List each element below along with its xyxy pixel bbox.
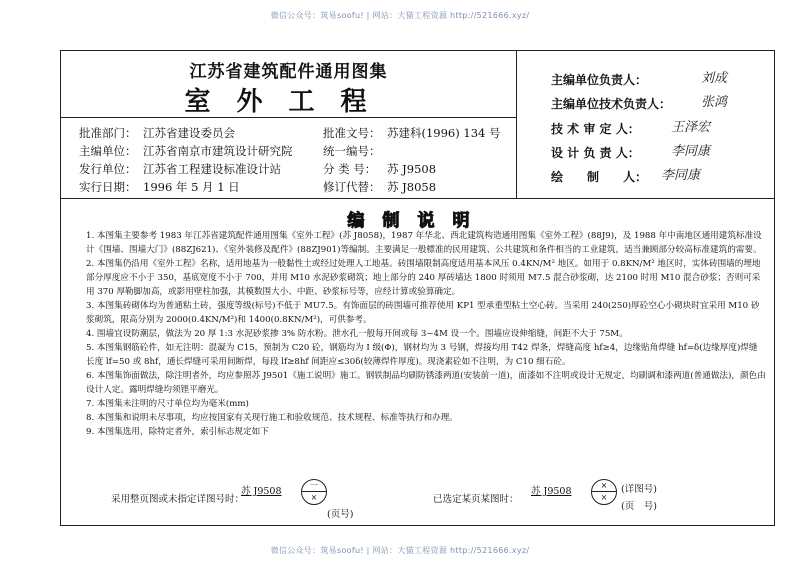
index-left-label: 采用整页图或未指定详图号时： [111, 494, 245, 505]
approval-dept-label: 批准部门： [79, 126, 137, 140]
signature-name-2: 张鸿 [701, 95, 728, 110]
watermark-top: 微信公众号：筑易soofu! | 网站：大猫工程资源 http://521666.xyz/ [270, 11, 530, 20]
atlas-title: 江苏省建筑配件通用图集 [189, 62, 388, 82]
note-item: 9. 本图集选用，除特定者外，索引标志规定如下 [86, 427, 269, 437]
index-right-caption-bottom: (页 号) [621, 501, 657, 512]
publisher-label: 发行单位： [79, 162, 137, 176]
note-item: 2. 本图集仍沿用《室外工程》名称，适用地基为一般黏性土或经过处理人工地基。砖围墙限制高度适用基本风压 0.4KN/M² 地区。如用于 0.8KN/M² 地区时，实体砖围墙的埋地部分厚度应不小于 350，基底宽度不小于 700，并用 M10 水泥砂浆砌筑；地上部分的 240 厚砖墙达 1800 时须用 M7.5 混合砂浆砌，达 2100 时用 M10 混合砂浆；否则可采用 370 厚勒脚加高，或影用壁柱加强，其模数围大小、中距、砂浆标号等，应经计算或验算确定。 [86, 259, 761, 297]
notes-list [86, 229, 766, 439]
index-right-top: × [600, 481, 608, 490]
approval-no-value: 苏建科(1996) 134 号 [387, 126, 501, 140]
signature-name-3: 王泽宏 [671, 120, 711, 135]
signature-name-5: 李同康 [661, 168, 701, 183]
class-no-value: 苏 J9508 [387, 162, 437, 176]
drawing-sheet [60, 50, 775, 526]
note-item: 5. 本图集钢筋砼件，如无注明：混凝为 C15，预制为 C20 砼，钢筋均为 I 级(Φ)，钢材均为 3 号钢，焊接均用 T42 焊条，焊缝高度 hf≥4，边缘贴角焊缝 hf=δ(边缘厚度)焊缝长度 lf=50 或 8hf，通长焊缝可采用间断焊，每段 lf≥8hf 间距应≤30δ(较薄焊件厚度)。现浇素砼如不注明，为 C10 细石砼。 [86, 343, 758, 367]
class-no-label: 分 类 号： [323, 162, 377, 176]
note-item: 1. 本图集主要参考 1983 年江苏省建筑配件通用图集《室外工程》(苏 J8058)，1987 年华北、西北建筑构造通用图集《室外工程》(88J9)，及 1988 年中南地区通用建筑标准设计《围墙、围墙大门》(88ZJ621)、《室外装修及配件》(88ZJ901)等编制。主要满足一般標准的民用建筑、公共建筑和条件相当的工业建筑，适当兼顾部分较高标准建筑的需要。 [86, 231, 762, 255]
index-right-caption-top: (详图号) [621, 484, 657, 495]
title-block [61, 51, 774, 199]
note-item: 7. 本图集未注明的尺寸单位均为毫米(mm) [86, 399, 249, 409]
signature-name-4: 李同康 [671, 144, 711, 159]
signature-role-2: 主编单位技术负责人： [551, 97, 672, 111]
signature-name-1: 刘成 [701, 71, 728, 86]
signature-block [521, 51, 771, 198]
editor-unit-label: 主编单位： [79, 144, 137, 158]
atlas-subtitle: 室外工程 [184, 87, 393, 117]
index-right-symbol [591, 479, 617, 505]
index-left-code: 苏 J9508 [241, 486, 282, 497]
note-item: 3. 本图集砖砌体均为普通粘土砖，强度等级(标号)不低于 MU7.5。有饰面层的砖围墙可推荐使用 KP1 型承重型粘土空心砖。当采用 240(250)厚砼空心小砌块时宜采用 M10 砂浆砌筑，限高分别为 2000(0.4KN/M²)和 1400(0.8KN/M²)，可供参考。 [86, 301, 760, 325]
note-item: 4. 围墙宜设防潮层，做法为 20 厚 1:3 水泥砂浆掺 3% 防水粉。泄水孔一般每开间或每 3~4M 设一个。围墙应设伸缩缝，间距不大于 75M。 [86, 329, 628, 339]
index-right-bottom: × [600, 493, 608, 502]
index-left-symbol [301, 479, 327, 505]
title-block-left [61, 51, 517, 198]
index-left-top: 一 [310, 481, 318, 490]
approval-dept-value: 江苏省建设委员会 [143, 126, 235, 140]
signature-role-3: 技 术 审 定 人： [551, 122, 640, 136]
index-left-caption: (页号) [327, 509, 354, 520]
index-right-label: 已选定某页某图时： [433, 494, 519, 505]
signature-role-1: 主编单位负责人： [551, 73, 648, 87]
effective-date-label: 实行日期： [79, 180, 137, 194]
index-right-code: 苏 J9508 [531, 486, 572, 497]
title-divider [61, 117, 516, 118]
watermark-bottom: 微信公众号：筑易soofu! | 网站：大猫工程资源 http://521666.xyz/ [270, 546, 530, 555]
replaces-value: 苏 J8058 [387, 180, 437, 194]
unified-no-label: 统一编号： [323, 144, 381, 158]
index-left-bottom: × [310, 493, 318, 502]
editor-unit-value: 江苏省南京市建筑设计研究院 [143, 144, 293, 158]
section-title: 编制说明 [347, 211, 488, 231]
publisher-value: 江苏省工程建设标准设计站 [143, 162, 281, 176]
note-item: 6. 本图集饰面做法，除注明者外，均应参照苏 J9501《施工说明》施工。钢铁制品均刷防锈漆两道(安装前一道)，面漆如不注明或设计无规定，均刷调和漆两道(普通做法)，颜色由设计人定。露明焊缝均须铿平磨光。 [86, 371, 766, 395]
approval-no-label: 批准文号： [323, 126, 381, 140]
effective-date-value: 1996 年 5 月 1 日 [143, 180, 240, 194]
section-title-wrap [61, 206, 774, 231]
replaces-label: 修订代替： [323, 180, 381, 194]
signature-role-5: 绘 制 人： [551, 170, 648, 184]
signature-role-4: 设 计 负 责 人： [551, 146, 640, 160]
note-item: 8. 本图集和说明未尽事项，均应按国家有关现行施工和验收规范、技术规程、标准等执行和办理。 [86, 413, 458, 423]
